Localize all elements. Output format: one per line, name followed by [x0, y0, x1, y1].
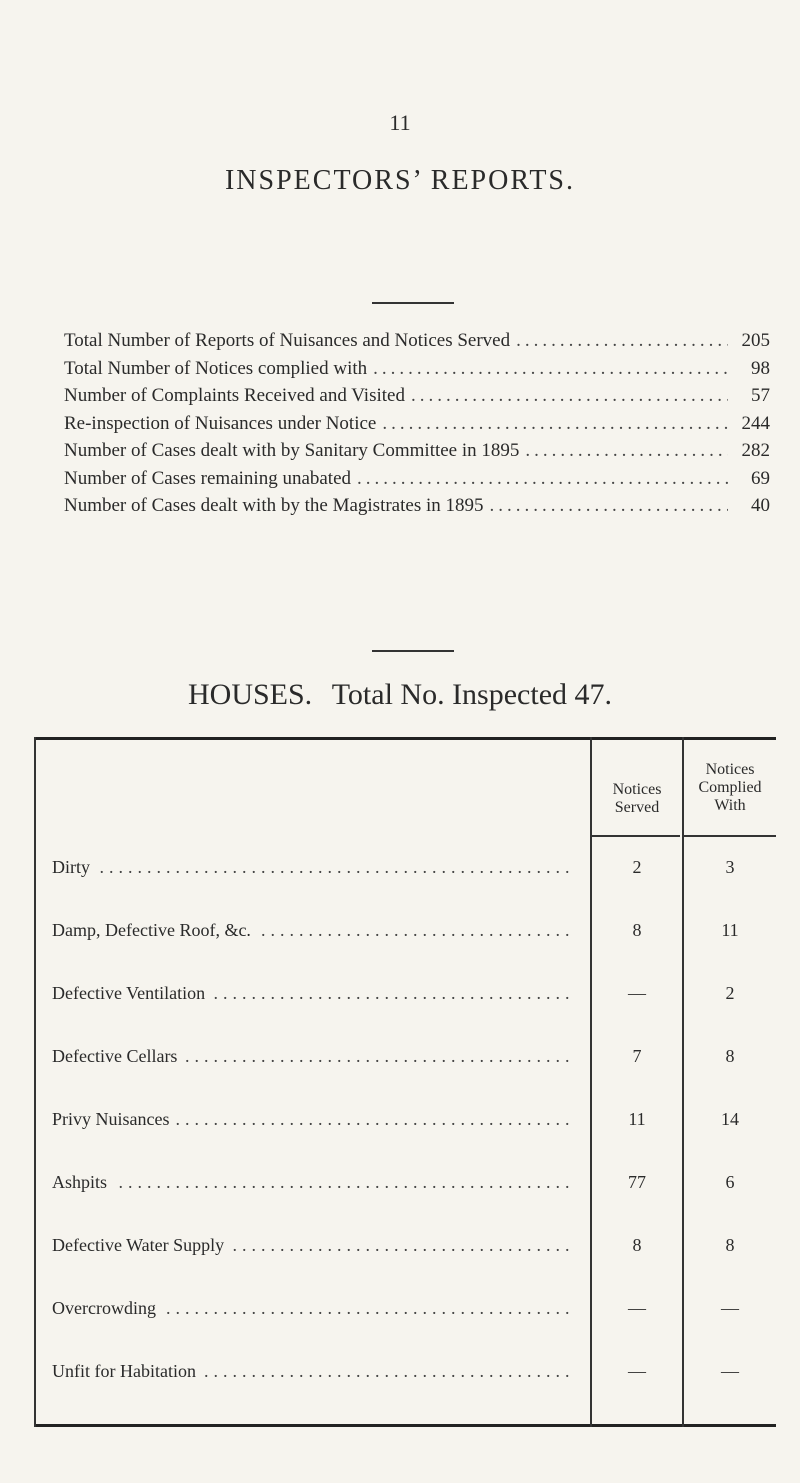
header-line: Notices — [705, 761, 755, 778]
summary-row — [64, 413, 770, 441]
summary-row — [64, 468, 770, 496]
row-label-cell — [52, 1298, 570, 1319]
row-label: Unfit for Habitation — [52, 1361, 202, 1381]
header-line: Notices — [612, 781, 662, 798]
table-row — [52, 857, 774, 883]
row-label: Damp, Defective Roof, &c. — [52, 920, 257, 940]
houses-heading — [0, 678, 800, 712]
header-rule — [684, 835, 776, 837]
row-label-cell — [52, 920, 570, 941]
complied-value: 2 — [725, 983, 735, 1003]
summary-label: Total Number of Notices complied with — [64, 357, 368, 379]
served-value: 7 — [632, 1046, 642, 1066]
summary-row — [64, 385, 770, 413]
summary-label: Total Number of Reports of Nuisances and Notices Served — [64, 330, 511, 351]
summary-value: 40 — [751, 495, 770, 516]
row-label: Defective Cellars — [52, 1046, 183, 1066]
row-label-cell — [52, 1361, 570, 1382]
complied-value: — — [721, 1361, 739, 1381]
summary-label: Re-inspection of Nuisances under Notice — [64, 412, 377, 434]
table-row — [52, 920, 774, 946]
served-value: 77 — [628, 1172, 646, 1192]
leader-dots — [367, 358, 728, 380]
table-row — [52, 983, 774, 1009]
row-label: Ashpits — [52, 1172, 113, 1192]
leader-dots — [52, 1172, 570, 1193]
summary-value: 205 — [741, 330, 770, 351]
header-line: With — [714, 797, 746, 814]
row-label: Dirty — [52, 857, 96, 877]
column-header-notices-served — [592, 781, 682, 817]
complied-value: 8 — [725, 1235, 735, 1255]
column-header-notices-complied — [684, 761, 776, 815]
served-value: 8 — [632, 1235, 642, 1255]
complied-value: 14 — [721, 1109, 739, 1129]
leader-dots — [52, 857, 570, 878]
leader-dots — [510, 330, 728, 352]
row-label-cell — [52, 1046, 570, 1067]
divider-rule — [372, 650, 454, 652]
complied-value: 6 — [725, 1172, 735, 1192]
summary-value: 57 — [751, 385, 770, 406]
served-value: — — [628, 983, 646, 1003]
table-row — [52, 1361, 774, 1387]
served-value: 2 — [632, 857, 642, 877]
leader-dots — [376, 413, 728, 435]
page-title: INSPECTORS’ REPORTS. — [224, 165, 576, 196]
table-border-bottom — [34, 1424, 776, 1427]
row-label: Defective Ventilation — [52, 983, 211, 1003]
summary-row — [64, 330, 770, 358]
row-label: Privy Nuisances — [52, 1109, 175, 1129]
leader-dots — [405, 385, 728, 407]
table-row — [52, 1172, 774, 1198]
row-label: Defective Water Supply — [52, 1235, 230, 1255]
served-value: — — [628, 1298, 646, 1318]
row-label-cell — [52, 983, 570, 1004]
summary-label: Number of Cases dealt with by Sanitary Committee in 1895 — [64, 440, 520, 461]
row-label-cell — [52, 1235, 570, 1256]
header-rule — [592, 835, 680, 837]
row-label: Overcrowding — [52, 1298, 162, 1318]
page-number: 11 — [389, 110, 411, 135]
summary-label: Number of Complaints Received and Visited — [64, 385, 405, 406]
houses-total: Total No. Inspected 47. — [331, 678, 613, 711]
row-label-cell — [52, 857, 570, 878]
complied-value: 3 — [725, 857, 735, 877]
row-label-cell — [52, 1109, 570, 1130]
houses-table — [34, 737, 776, 1429]
summary-value: 98 — [751, 357, 770, 379]
summary-row — [64, 495, 770, 523]
summary-row — [64, 440, 770, 468]
summary-label: Number of Cases remaining unabated — [64, 467, 352, 489]
summary-value: 282 — [741, 440, 770, 461]
summary-value: 244 — [741, 412, 770, 434]
table-row — [52, 1298, 774, 1324]
summary-label: Number of Cases dealt with by the Magistrates in 1895 — [64, 495, 484, 516]
complied-value: 8 — [725, 1046, 735, 1066]
summary-value: 69 — [751, 467, 770, 489]
leader-dots — [484, 495, 728, 517]
header-line: Complied — [698, 779, 762, 796]
summary-list — [64, 330, 770, 523]
complied-value: — — [721, 1298, 739, 1318]
served-value: 8 — [632, 920, 642, 940]
served-value: 11 — [628, 1109, 646, 1129]
houses-title: HOUSES. — [187, 678, 313, 711]
table-row — [52, 1235, 774, 1261]
served-value: — — [628, 1361, 646, 1381]
table-row — [52, 1046, 774, 1072]
table-row — [52, 1109, 774, 1135]
row-label-cell — [52, 1172, 570, 1193]
table-border-left — [34, 737, 36, 1427]
summary-row — [64, 358, 770, 386]
divider-rule — [372, 302, 454, 304]
leader-dots — [351, 468, 728, 490]
table-border-top — [34, 737, 776, 740]
header-line: Served — [614, 799, 660, 816]
complied-value: 11 — [721, 920, 739, 940]
leader-dots — [519, 440, 728, 462]
